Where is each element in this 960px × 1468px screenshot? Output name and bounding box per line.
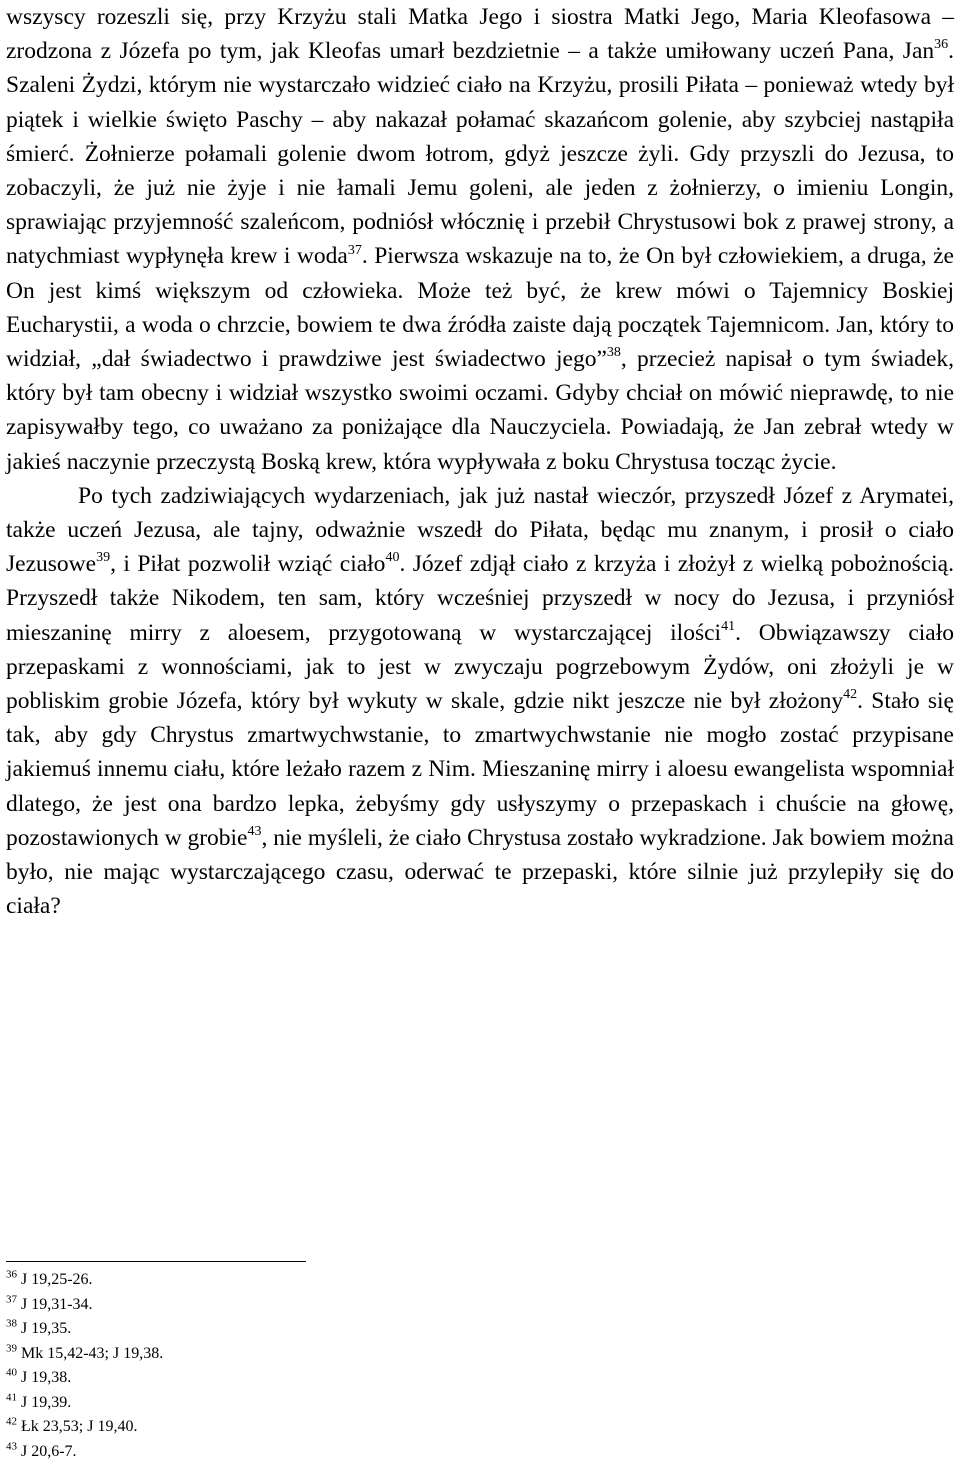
footnote-text: J 19,38. [21,1369,72,1386]
footnote [6,1415,606,1440]
footnote-number: 36 [6,1268,17,1281]
footnote-text: Mk 15,42-43; J 19,38. [21,1344,164,1362]
text-run: , i Piłat pozwolił wziąć ciało [110,551,386,578]
text-run: , przecież napisał o tym świadek, który był tam obecny i widział wszystko swoimi oczami. Gdyby chciał on mówić nieprawdę, to nie zapisywałby tego, co uważano za poniżające dla Nauczyciela. Powiadają, że Jan zebrał wtedy w jakieś naczynie przeczystą Boską krew, która wypływała z boku Chrystusa tocząc życie. [6,346,955,475]
footnote-ref[interactable]: 36 [934,37,949,53]
footnote [6,1317,606,1342]
footnote-number: 41 [6,1391,17,1404]
text-run: . Szaleni Żydzi, którym nie wystarczało widzieć ciało na Krzyżu, prosili Piłata – ponieważ wtedy był piątek i wielkie święto Paschy – aby nakazał połamać skazańcom golenie, aby szybciej nastąpiła śmierć. Żołnierze połamali golenie dwom łotrom, gdyż jeszcze żyli. Gdy przyszli do Jezusa, to zobaczyli, że już nie żyje i nie łamali Jemu goleni, ale jeden z żołnierzy, o imieniu Longin, sprawiając przyjemność szaleńcom, podniósł włócznię i przebił Chrystusowi bok z prawej strony, a natychmiast wypłynęła krew i woda [6,38,954,270]
footnote [6,1366,606,1391]
text-run: wszyscy rozeszli się, przy Krzyżu stali Matka Jego i siostra Matki Jego, Maria Kleofasowa – zrodzona z Józefa po tym, jak Kleofas umarł bezdzietnie – a także umiłowany uczeń Pana, Jan [6,4,954,65]
footnote-ref[interactable]: 37 [347,242,362,258]
text-run: . Obwiązawszy ciało przepaskami z wonnościami, jak to jest w zwyczaju pogrzebowym Żydów, oni złożyli je w pobliskim grobie Józefa, który był wykuty w skale, gdzie nikt jeszcze nie był złożony [6,619,954,715]
footnote-ref[interactable]: 40 [385,550,400,566]
footnote-number: 37 [6,1293,17,1306]
footnote [6,1391,606,1416]
footnote-number: 43 [6,1440,17,1453]
footnote-text: J 19,25-26. [21,1271,93,1288]
footnote-text: J 19,31-34. [21,1295,93,1313]
footnote-text: J 19,39. [21,1393,72,1411]
text-run: , nie myśleli, że ciało Chrystusa zostało wykradzione. Jak bowiem można było, nie mając wystarczającego czasu, oderwać te przepaski, które silnie już przylepiły się do ciała? [6,824,954,920]
text-run: . Józef zdjął ciało z krzyża i złożył z wielką pobożnością. Przyszedł także Nikodem, ten sam, który wcześniej przyszedł w nocy do Jezusa, i przyniósł mieszaninę mirry z aloesem, przygotowaną w wystarczającej ilości [6,551,954,646]
footnote [6,1293,606,1318]
footnote-ref[interactable]: 38 [606,345,621,361]
footnote-separator [6,1261,306,1262]
text-run: . Stało się tak, aby gdy Chrystus zmartwychwstanie, to zmartwychwstanie nie mogło zostać przypisane jakiemuś innemu ciału, które leżało razem z Nim. Mieszaninę mirry i aloesu ewangelista wspomniał dlatego, że jest ona bardzo lepka, żebyśmy gdy usłyszymy o przepaskach i chuście na głowę, pozostawionych w grobie [6,688,954,851]
document-page [6,0,954,923]
footnote [6,1440,606,1465]
footnotes [6,1268,606,1464]
footnote-text: J 19,35. [21,1320,72,1337]
footnote-number: 40 [6,1366,17,1379]
footnote [6,1268,606,1293]
text-run: . Pierwsza wskazuje na to, że On był człowiekiem, a druga, że On jest kimś większym od człowieka. Może też być, że krew mówi o Tajemnicy Boskiej Eucharystii, a woda o chrzcie, bowiem te dwa źródła zaiste dają początek Tajemnicom. Jan, który to widział, „dał świadectwo i prawdziwe jest świadectwo jego” [6,243,954,373]
text-run: Po tych zadziwiających wydarzeniach, jak już nastał wieczór, przyszedł Józef z Arymatei, także uczeń Jezusa, ale tajny, odważnie wszedł do Piłata, będąc mu znanym, i prosił o ciało Jezusowe [6,482,954,578]
footnote-number: 38 [6,1317,17,1330]
footnote-text: J 20,6-7. [21,1442,77,1460]
footnote-ref[interactable]: 39 [96,550,111,566]
body-paragraph-1 [6,0,954,479]
footnote-ref[interactable]: 42 [843,687,858,703]
footnote-number: 42 [6,1415,17,1428]
footnote [6,1342,606,1367]
body-paragraph-2 [6,479,954,924]
footnote-text: Łk 23,53; J 19,40. [21,1418,138,1435]
footnote-ref[interactable]: 41 [721,618,736,634]
footnote-number: 39 [6,1342,17,1355]
footnote-ref[interactable]: 43 [247,824,262,840]
